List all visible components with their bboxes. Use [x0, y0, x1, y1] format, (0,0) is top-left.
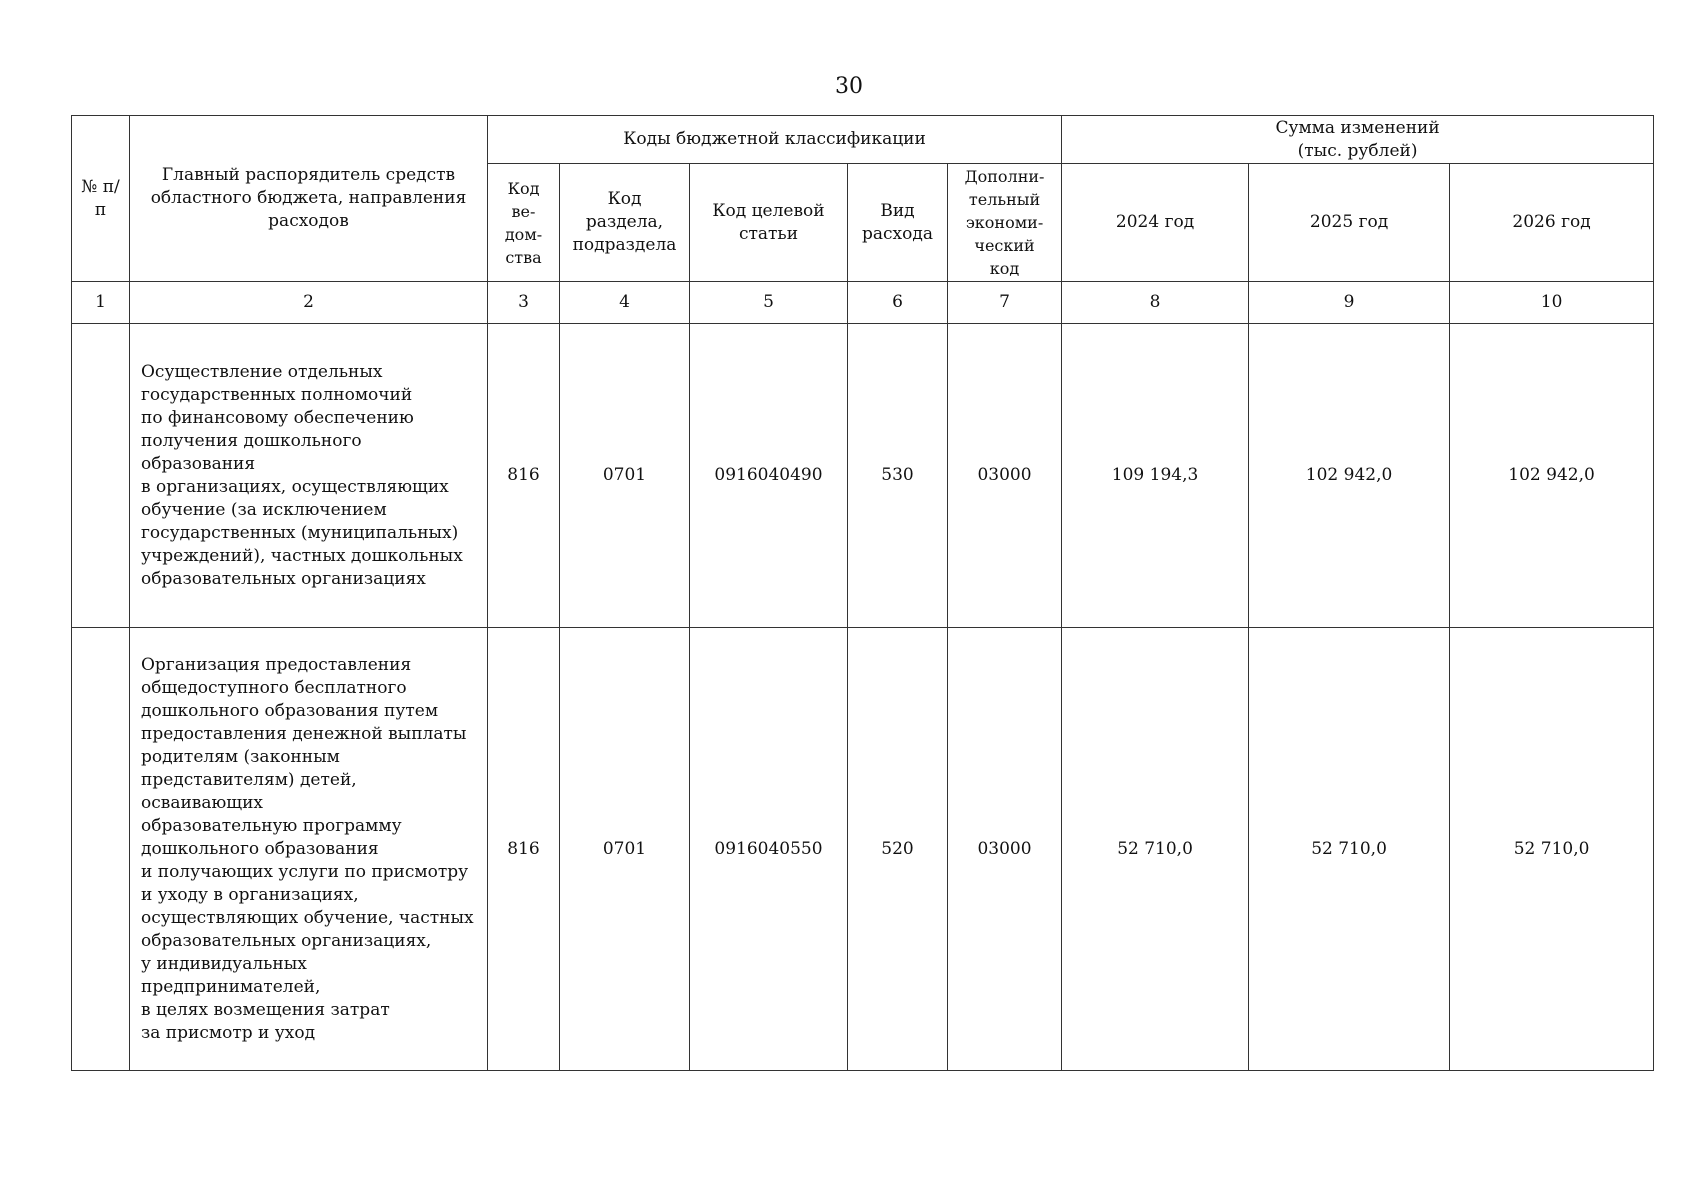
- col-number: 10: [1450, 282, 1654, 324]
- row-sum-2026: 102 942,0: [1450, 324, 1654, 628]
- row-num: [72, 628, 130, 1071]
- header-codes-group: Коды бюджетной классификации: [488, 116, 1062, 164]
- header-main-admin: Главный распорядитель средств областного бюджета, направления расходов: [130, 116, 488, 282]
- row-sum-2025: 52 710,0: [1249, 628, 1450, 1071]
- row-target-code: 0916040550: [690, 628, 848, 1071]
- page-number: 30: [835, 74, 863, 99]
- row-expense-code: 520: [848, 628, 948, 1071]
- col-number: 7: [948, 282, 1062, 324]
- col-number: 9: [1249, 282, 1450, 324]
- col-number: 6: [848, 282, 948, 324]
- col-number: 2: [130, 282, 488, 324]
- row-expense-code: 530: [848, 324, 948, 628]
- row-num: [72, 324, 130, 628]
- budget-table: [71, 115, 1654, 1071]
- row-description: Организация предоставления общедоступного бесплатного дошкольного образования путем предоставления денежной выплаты родителям (законным представителям) детей, осваивающих образовательную программу дошкольного образования и получающих услуги по присмотру и уходу в организациях, осуществляющих обучение, частных образовательных организациях, у индивидуальных предпринимателей, в целях возмещения затрат за присмотр и уход: [130, 628, 488, 1071]
- header-sum-group: Сумма изменений (тыс. рублей): [1062, 116, 1654, 164]
- header-row-1: [72, 116, 1654, 164]
- col-number: 5: [690, 282, 848, 324]
- row-sum-2026: 52 710,0: [1450, 628, 1654, 1071]
- header-year-2024: 2024 год: [1062, 164, 1249, 282]
- row-econ-code: 03000: [948, 628, 1062, 1071]
- row-target-code: 0916040490: [690, 324, 848, 628]
- col-number: 8: [1062, 282, 1249, 324]
- header-code-target: Код целевой статьи: [690, 164, 848, 282]
- row-sum-2025: 102 942,0: [1249, 324, 1450, 628]
- col-number: 1: [72, 282, 130, 324]
- header-code-econ: Дополни- тельный экономи- ческий код: [948, 164, 1062, 282]
- table-row: [72, 324, 1654, 628]
- row-section-code: 0701: [560, 628, 690, 1071]
- col-number: 3: [488, 282, 560, 324]
- row-section-code: 0701: [560, 324, 690, 628]
- header-code-dept: Код ве- дом- ства: [488, 164, 560, 282]
- table-row: [72, 628, 1654, 1071]
- row-description: Осуществление отдельных государственных полномочий по финансовому обеспечению получения дошкольного образования в организациях, осуществляющих обучение (за исключением государственных (муниципальных) учреждений), частных дошкольных образовательных организациях: [130, 324, 488, 628]
- header-code-section: Код раздела, подраздела: [560, 164, 690, 282]
- header-year-2025: 2025 год: [1249, 164, 1450, 282]
- row-sum-2024: 109 194,3: [1062, 324, 1249, 628]
- row-dept-code: 816: [488, 628, 560, 1071]
- row-sum-2024: 52 710,0: [1062, 628, 1249, 1071]
- header-year-2026: 2026 год: [1450, 164, 1654, 282]
- header-num: № п/п: [72, 116, 130, 282]
- col-number: 4: [560, 282, 690, 324]
- column-number-row: [72, 282, 1654, 324]
- row-dept-code: 816: [488, 324, 560, 628]
- row-econ-code: 03000: [948, 324, 1062, 628]
- header-code-expense: Вид расхода: [848, 164, 948, 282]
